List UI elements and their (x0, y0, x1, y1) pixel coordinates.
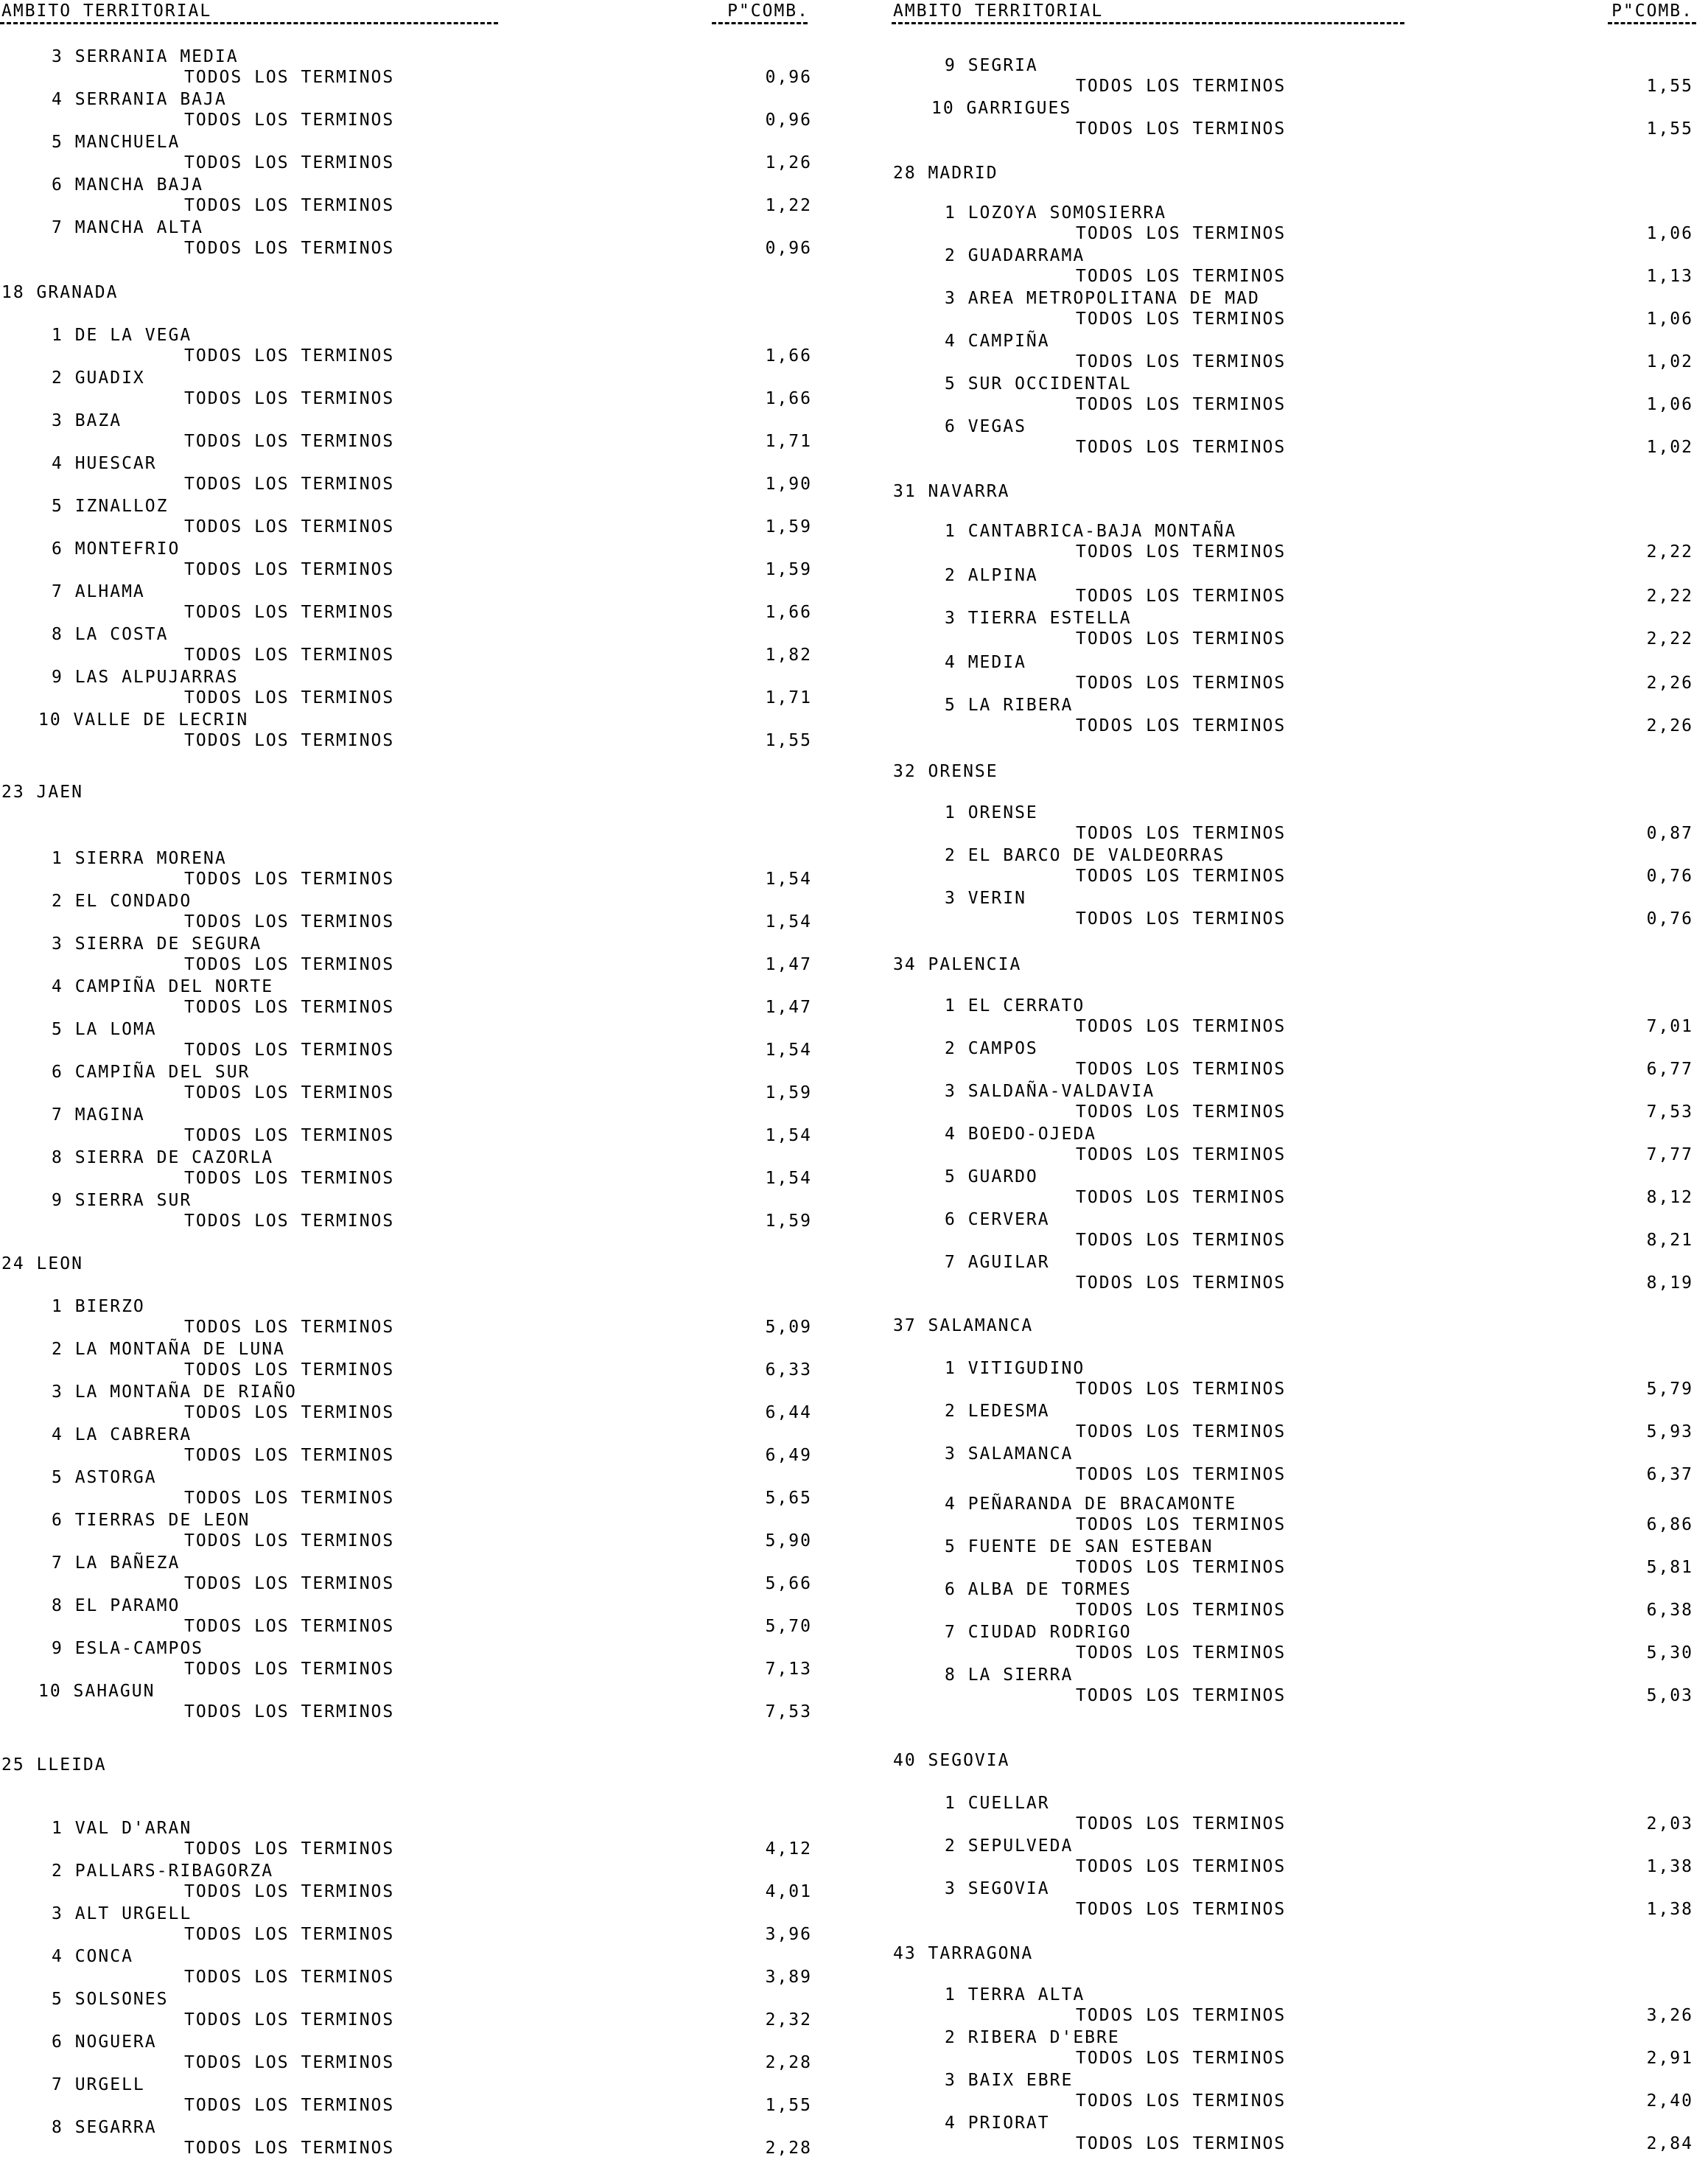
province-name: 40 SEGOVIA (893, 1751, 1010, 1770)
left-header-value: P"COMB. (727, 1, 809, 21)
right-header-rule-value (1608, 22, 1696, 24)
coefficient-value: 1,82 (765, 646, 812, 665)
term-label: TODOS LOS TERMINOS (1076, 1188, 1287, 1207)
coefficient-value: 1,66 (765, 603, 812, 622)
left-header-rule-title (0, 22, 498, 24)
term-label: TODOS LOS TERMINOS (184, 432, 395, 451)
comarca-name: 5 ASTORGA (52, 1468, 157, 1487)
term-label: TODOS LOS TERMINOS (184, 1169, 395, 1188)
term-label: TODOS LOS TERMINOS (184, 1574, 395, 1593)
comarca-name: 7 MAGINA (52, 1105, 145, 1125)
term-label: TODOS LOS TERMINOS (184, 646, 395, 665)
coefficient-value: 1,90 (765, 475, 812, 494)
comarca-name: 3 BAIX EBRE (945, 2071, 1074, 2090)
term-label: TODOS LOS TERMINOS (184, 111, 395, 130)
comarca-name: 4 BOEDO-OJEDA (945, 1125, 1097, 1144)
coefficient-value: 3,26 (1646, 2006, 1693, 2025)
coefficient-value: 6,49 (765, 1446, 812, 1465)
coefficient-value: 0,96 (765, 111, 812, 130)
coefficient-value: 6,77 (1646, 1060, 1693, 1079)
coefficient-value: 2,22 (1646, 629, 1693, 648)
term-label: TODOS LOS TERMINOS (1076, 1422, 1287, 1441)
term-label: TODOS LOS TERMINOS (184, 1531, 395, 1551)
term-label: TODOS LOS TERMINOS (1076, 909, 1287, 929)
comarca-name: 8 SEGARRA (52, 2118, 157, 2137)
term-label: TODOS LOS TERMINOS (1076, 77, 1287, 96)
term-label: TODOS LOS TERMINOS (1076, 1380, 1287, 1399)
coefficient-value: 2,26 (1646, 674, 1693, 693)
term-label: TODOS LOS TERMINOS (184, 1882, 395, 1901)
left-header (0, 1, 818, 78)
term-label: TODOS LOS TERMINOS (1076, 352, 1287, 371)
coefficient-value: 5,30 (1646, 1643, 1693, 1663)
term-label: TODOS LOS TERMINOS (184, 1839, 395, 1859)
comarca-name: 9 SIERRA SUR (52, 1191, 192, 1210)
term-label: TODOS LOS TERMINOS (1076, 1686, 1287, 1705)
comarca-name: 2 GUADIX (52, 368, 145, 388)
comarca-name: 7 URGELL (52, 2075, 145, 2094)
coefficient-value: 6,38 (1646, 1601, 1693, 1620)
coefficient-value: 2,32 (765, 2010, 812, 2030)
comarca-name: 5 GUARDO (945, 1167, 1038, 1186)
term-label: TODOS LOS TERMINOS (184, 688, 395, 707)
right-header-title: AMBITO TERRITORIAL (893, 1, 1104, 21)
comarca-name: 7 LA BAÑEZA (52, 1553, 181, 1573)
province-name: 43 TARRAGONA (893, 1944, 1034, 1963)
comarca-name: 2 EL CONDADO (52, 892, 192, 911)
term-label: TODOS LOS TERMINOS (184, 1617, 395, 1636)
coefficient-value: 1,02 (1646, 438, 1693, 457)
comarca-name: 5 IZNALLOZ (52, 497, 169, 516)
comarca-name: 1 BIERZO (52, 1297, 145, 1316)
coefficient-value: 1,71 (765, 432, 812, 451)
term-label: TODOS LOS TERMINOS (1076, 1060, 1287, 1079)
term-label: TODOS LOS TERMINOS (1076, 119, 1287, 139)
coefficient-value: 1,47 (765, 955, 812, 974)
comarca-name: 2 EL BARCO DE VALDEORRAS (945, 846, 1225, 865)
comarca-name: 3 SALDAÑA-VALDAVIA (945, 1082, 1155, 1101)
comarca-name: 4 PRIORAT (945, 2114, 1050, 2133)
comarca-name: 6 NOGUERA (52, 2032, 157, 2052)
term-label: TODOS LOS TERMINOS (184, 475, 395, 494)
term-label: TODOS LOS TERMINOS (184, 1083, 395, 1102)
coefficient-value: 1,06 (1646, 395, 1693, 414)
term-label: TODOS LOS TERMINOS (184, 153, 395, 172)
term-label: TODOS LOS TERMINOS (1076, 1857, 1287, 1876)
term-label: TODOS LOS TERMINOS (184, 2010, 395, 2030)
coefficient-value: 5,09 (765, 1318, 812, 1337)
coefficient-value: 2,03 (1646, 1814, 1693, 1833)
term-label: TODOS LOS TERMINOS (1076, 629, 1287, 648)
term-label: TODOS LOS TERMINOS (184, 912, 395, 931)
term-label: TODOS LOS TERMINOS (184, 1403, 395, 1422)
comarca-name: 3 SERRANIA MEDIA (52, 47, 239, 66)
comarca-name: 1 VAL D'ARAN (52, 1819, 192, 1838)
coefficient-value: 5,93 (1646, 1422, 1693, 1441)
province-name: 34 PALENCIA (893, 955, 1022, 974)
term-label: TODOS LOS TERMINOS (1076, 310, 1287, 329)
coefficient-value: 7,01 (1646, 1017, 1693, 1036)
coefficient-value: 1,71 (765, 688, 812, 707)
coefficient-value: 1,54 (765, 1169, 812, 1188)
coefficient-value: 4,12 (765, 1839, 812, 1859)
right-header-rule-title (892, 22, 1404, 24)
term-label: TODOS LOS TERMINOS (184, 68, 395, 87)
term-label: TODOS LOS TERMINOS (1076, 1515, 1287, 1534)
term-label: TODOS LOS TERMINOS (184, 1925, 395, 1944)
coefficient-value: 5,03 (1646, 1686, 1693, 1705)
comarca-name: 4 CONCA (52, 1947, 133, 1966)
coefficient-value: 7,13 (765, 1660, 812, 1679)
term-label: TODOS LOS TERMINOS (1076, 1465, 1287, 1484)
province-name: 32 ORENSE (893, 762, 998, 781)
term-label: TODOS LOS TERMINOS (184, 998, 395, 1017)
comarca-name: 2 ALPINA (945, 566, 1038, 585)
comarca-name: 9 SEGRIA (945, 56, 1038, 75)
coefficient-value: 2,91 (1646, 2049, 1693, 2068)
comarca-name: 6 CERVERA (945, 1210, 1050, 1229)
comarca-name: 8 LA SIERRA (945, 1665, 1074, 1685)
comarca-name: 5 MANCHUELA (52, 133, 181, 152)
coefficient-value: 1,54 (765, 912, 812, 931)
comarca-name: 4 HUESCAR (52, 454, 157, 473)
coefficient-value: 1,22 (765, 196, 812, 215)
left-header-title: AMBITO TERRITORIAL (1, 1, 212, 21)
term-label: TODOS LOS TERMINOS (184, 1702, 395, 1721)
comarca-name: 1 TERRA ALTA (945, 1985, 1085, 2004)
coefficient-value: 2,22 (1646, 542, 1693, 562)
term-label: TODOS LOS TERMINOS (184, 517, 395, 536)
comarca-name: 9 ESLA-CAMPOS (52, 1639, 204, 1658)
term-label: TODOS LOS TERMINOS (184, 2053, 395, 2072)
term-label: TODOS LOS TERMINOS (184, 1489, 395, 1508)
comarca-name: 2 LA MONTAÑA DE LUNA (52, 1340, 285, 1359)
coefficient-value: 6,37 (1646, 1465, 1693, 1484)
coefficient-value: 5,70 (765, 1617, 812, 1636)
term-label: TODOS LOS TERMINOS (1076, 1900, 1287, 1919)
comarca-name: 2 SEPULVEDA (945, 1836, 1074, 1856)
coefficient-value: 2,28 (765, 2053, 812, 2072)
term-label: TODOS LOS TERMINOS (1076, 1017, 1287, 1036)
comarca-name: 2 RIBERA D'EBRE (945, 2028, 1120, 2047)
province-name: 28 MADRID (893, 164, 998, 183)
term-label: TODOS LOS TERMINOS (1076, 824, 1287, 843)
coefficient-value: 0,76 (1646, 909, 1693, 929)
coefficient-value: 6,86 (1646, 1515, 1693, 1534)
term-label: TODOS LOS TERMINOS (184, 1318, 395, 1337)
term-label: TODOS LOS TERMINOS (1076, 395, 1287, 414)
term-label: TODOS LOS TERMINOS (1076, 2091, 1287, 2111)
comarca-name: 3 AREA METROPOLITANA DE MAD (945, 289, 1260, 308)
comarca-name: 3 LA MONTAÑA DE RIAÑO (52, 1382, 297, 1402)
coefficient-value: 1,59 (765, 1212, 812, 1231)
term-label: TODOS LOS TERMINOS (184, 1968, 395, 1987)
coefficient-value: 1,54 (765, 1041, 812, 1060)
coefficient-value: 5,81 (1646, 1558, 1693, 1577)
term-label: TODOS LOS TERMINOS (184, 2096, 395, 2115)
coefficient-value: 8,21 (1646, 1231, 1693, 1250)
coefficient-value: 1,66 (765, 389, 812, 408)
term-label: TODOS LOS TERMINOS (1076, 1145, 1287, 1164)
comarca-name: 5 SOLSONES (52, 1990, 169, 2009)
coefficient-value: 0,96 (765, 239, 812, 258)
comarca-name: 4 CAMPIÑA (945, 332, 1050, 351)
left-header-rule-value (712, 22, 808, 24)
coefficient-value: 1,06 (1646, 310, 1693, 329)
province-name: 31 NAVARRA (893, 482, 1010, 501)
term-label: TODOS LOS TERMINOS (184, 560, 395, 579)
comarca-name: 6 ALBA DE TORMES (945, 1580, 1132, 1599)
comarca-name: 4 LA CABRERA (52, 1425, 192, 1444)
coefficient-value: 1,59 (765, 517, 812, 536)
province-name: 23 JAEN (1, 783, 83, 802)
term-label: TODOS LOS TERMINOS (1076, 1231, 1287, 1250)
comarca-name: 10 SAHAGUN (38, 1682, 155, 1701)
coefficient-value: 4,01 (765, 1882, 812, 1901)
comarca-name: 1 EL CERRATO (945, 996, 1085, 1015)
term-label: TODOS LOS TERMINOS (1076, 2134, 1287, 2153)
comarca-name: 1 DE LA VEGA (52, 326, 192, 345)
comarca-name: 6 MANCHA BAJA (52, 175, 204, 195)
comarca-name: 4 SERRANIA BAJA (52, 90, 227, 109)
term-label: TODOS LOS TERMINOS (1076, 267, 1287, 286)
coefficient-value: 7,53 (765, 1702, 812, 1721)
coefficient-value: 2,26 (1646, 716, 1693, 735)
coefficient-value: 1,55 (1646, 119, 1693, 139)
comarca-name: 10 GARRIGUES (931, 99, 1072, 118)
coefficient-value: 7,77 (1646, 1145, 1693, 1164)
term-label: TODOS LOS TERMINOS (184, 1212, 395, 1231)
coefficient-value: 1,47 (765, 998, 812, 1017)
comarca-name: 2 LEDESMA (945, 1402, 1050, 1421)
coefficient-value: 1,66 (765, 346, 812, 366)
coefficient-value: 5,66 (765, 1574, 812, 1593)
comarca-name: 3 SEGOVIA (945, 1879, 1050, 1898)
coefficient-value: 8,19 (1646, 1273, 1693, 1293)
coefficient-value: 0,76 (1646, 867, 1693, 886)
comarca-name: 5 LA RIBERA (945, 696, 1074, 715)
comarca-name: 1 SIERRA MORENA (52, 849, 227, 868)
coefficient-value: 1,59 (765, 560, 812, 579)
term-label: TODOS LOS TERMINOS (1076, 716, 1287, 735)
province-name: 37 SALAMANCA (893, 1316, 1034, 1335)
coefficient-value: 6,44 (765, 1403, 812, 1422)
comarca-name: 5 FUENTE DE SAN ESTEBAN (945, 1537, 1214, 1556)
comarca-name: 8 LA COSTA (52, 625, 169, 644)
coefficient-value: 1,06 (1646, 224, 1693, 243)
comarca-name: 6 TIERRAS DE LEON (52, 1511, 251, 1530)
province-name: 18 GRANADA (1, 283, 119, 302)
term-label: TODOS LOS TERMINOS (1076, 542, 1287, 562)
term-label: TODOS LOS TERMINOS (184, 955, 395, 974)
comarca-name: 4 CAMPIÑA DEL NORTE (52, 977, 274, 996)
comarca-name: 1 LOZOYA SOMOSIERRA (945, 203, 1167, 223)
term-label: TODOS LOS TERMINOS (184, 1041, 395, 1060)
coefficient-value: 5,90 (765, 1531, 812, 1551)
term-label: TODOS LOS TERMINOS (184, 196, 395, 215)
term-label: TODOS LOS TERMINOS (184, 1360, 395, 1380)
comarca-name: 8 SIERRA DE CAZORLA (52, 1148, 274, 1167)
comarca-name: 3 VERIN (945, 889, 1026, 908)
coefficient-value: 1,54 (765, 1126, 812, 1145)
term-label: TODOS LOS TERMINOS (1076, 1558, 1287, 1577)
term-label: TODOS LOS TERMINOS (184, 731, 395, 750)
coefficient-value: 2,22 (1646, 587, 1693, 606)
comarca-name: 2 GUADARRAMA (945, 246, 1085, 265)
right-header-value: P"COMB. (1611, 1, 1693, 21)
coefficient-value: 0,87 (1646, 824, 1693, 843)
term-label: TODOS LOS TERMINOS (184, 870, 395, 889)
coefficient-value: 1,59 (765, 1083, 812, 1102)
term-label: TODOS LOS TERMINOS (184, 1660, 395, 1679)
province-name: 25 LLEIDA (1, 1755, 107, 1775)
comarca-name: 5 SUR OCCIDENTAL (945, 374, 1132, 394)
comarca-name: 7 CIUDAD RODRIGO (945, 1623, 1132, 1642)
term-label: TODOS LOS TERMINOS (184, 239, 395, 258)
term-label: TODOS LOS TERMINOS (184, 2139, 395, 2158)
coefficient-value: 2,84 (1646, 2134, 1693, 2153)
coefficient-value: 2,40 (1646, 2091, 1693, 2111)
comarca-name: 1 VITIGUDINO (945, 1359, 1085, 1378)
comarca-name: 1 CUELLAR (945, 1794, 1050, 1813)
coefficient-value: 1,13 (1646, 267, 1693, 286)
term-label: TODOS LOS TERMINOS (1076, 2049, 1287, 2068)
comarca-name: 4 PEÑARANDA DE BRACAMONTE (945, 1494, 1237, 1514)
term-label: TODOS LOS TERMINOS (1076, 224, 1287, 243)
coefficient-value: 1,02 (1646, 352, 1693, 371)
comarca-name: 3 SALAMANCA (945, 1444, 1074, 1464)
term-label: TODOS LOS TERMINOS (1076, 1643, 1287, 1663)
term-label: TODOS LOS TERMINOS (184, 346, 395, 366)
comarca-name: 9 LAS ALPUJARRAS (52, 668, 239, 687)
term-label: TODOS LOS TERMINOS (1076, 867, 1287, 886)
comarca-name: 7 AGUILAR (945, 1253, 1050, 1272)
term-label: TODOS LOS TERMINOS (184, 603, 395, 622)
term-label: TODOS LOS TERMINOS (184, 1446, 395, 1465)
term-label: TODOS LOS TERMINOS (1076, 1102, 1287, 1122)
comarca-name: 3 BAZA (52, 411, 122, 430)
term-label: TODOS LOS TERMINOS (1076, 438, 1287, 457)
coefficient-value: 7,53 (1646, 1102, 1693, 1122)
comarca-name: 1 ORENSE (945, 803, 1038, 822)
coefficient-value: 0,96 (765, 68, 812, 87)
coefficient-value: 3,96 (765, 1925, 812, 1944)
province-name: 24 LEON (1, 1254, 83, 1273)
comarca-name: 4 MEDIA (945, 653, 1026, 672)
comarca-name: 7 ALHAMA (52, 582, 145, 601)
term-label: TODOS LOS TERMINOS (1076, 674, 1287, 693)
term-label: TODOS LOS TERMINOS (1076, 1601, 1287, 1620)
comarca-name: 6 VEGAS (945, 417, 1026, 436)
comarca-name: 1 CANTABRICA-BAJA MONTAÑA (945, 522, 1237, 541)
coefficient-value: 1,38 (1646, 1900, 1693, 1919)
coefficient-value: 5,65 (765, 1489, 812, 1508)
comarca-name: 6 MONTEFRIO (52, 539, 181, 559)
term-label: TODOS LOS TERMINOS (1076, 2006, 1287, 2025)
comarca-name: 3 SIERRA DE SEGURA (52, 934, 262, 954)
coefficient-value: 1,38 (1646, 1857, 1693, 1876)
term-label: TODOS LOS TERMINOS (1076, 1814, 1287, 1833)
coefficient-value: 6,33 (765, 1360, 812, 1380)
comarca-name: 2 PALLARS-RIBAGORZA (52, 1861, 274, 1881)
coefficient-value: 1,55 (765, 731, 812, 750)
coefficient-value: 1,54 (765, 870, 812, 889)
comarca-name: 3 TIERRA ESTELLA (945, 609, 1132, 628)
comarca-name: 3 ALT URGELL (52, 1904, 192, 1923)
comarca-name: 8 EL PARAMO (52, 1596, 181, 1615)
coefficient-value: 3,89 (765, 1968, 812, 1987)
comarca-name: 2 CAMPOS (945, 1039, 1038, 1058)
comarca-name: 7 MANCHA ALTA (52, 218, 204, 237)
comarca-name: 5 LA LOMA (52, 1020, 157, 1039)
term-label: TODOS LOS TERMINOS (1076, 1273, 1287, 1293)
term-label: TODOS LOS TERMINOS (184, 389, 395, 408)
coefficient-value: 1,55 (765, 2096, 812, 2115)
coefficient-value: 2,28 (765, 2139, 812, 2158)
comarca-name: 6 CAMPIÑA DEL SUR (52, 1063, 251, 1082)
coefficient-value: 8,12 (1646, 1188, 1693, 1207)
comarca-name: 10 VALLE DE LECRIN (38, 710, 249, 730)
coefficient-value: 5,79 (1646, 1380, 1693, 1399)
term-label: TODOS LOS TERMINOS (184, 1126, 395, 1145)
coefficient-value: 1,55 (1646, 77, 1693, 96)
coefficient-value: 1,26 (765, 153, 812, 172)
term-label: TODOS LOS TERMINOS (1076, 587, 1287, 606)
